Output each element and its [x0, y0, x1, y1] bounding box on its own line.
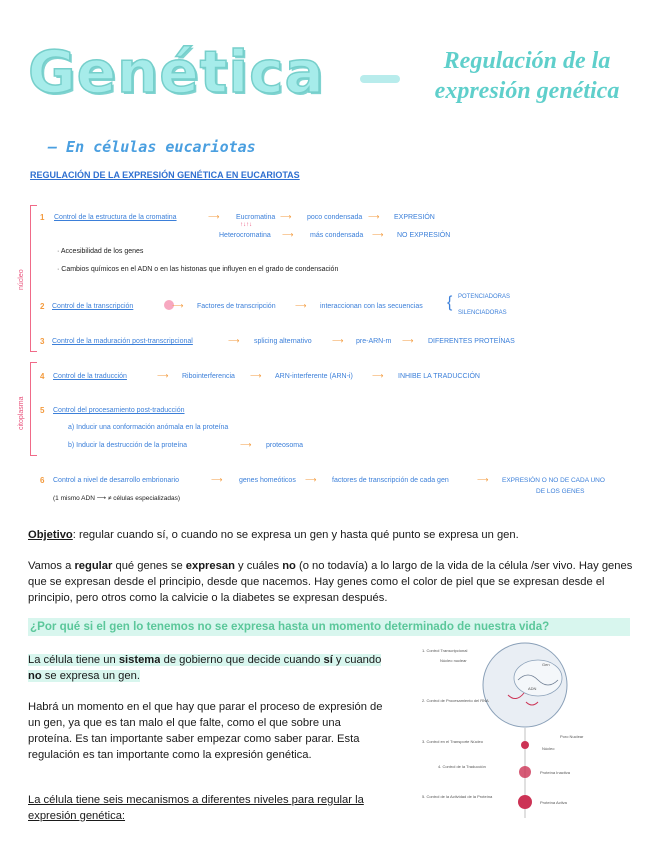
item-4-number: 4 [40, 372, 45, 381]
nucleo-bracket [30, 205, 37, 352]
arn-interferente: ARN-interferente (ARN-i) [275, 373, 353, 380]
intro-paragraph [28, 558, 640, 606]
objetivo-label: Objetivo [28, 529, 73, 541]
nucleus-shape [514, 660, 562, 696]
ribointerferencia: Ribointerferencia [182, 373, 235, 380]
text-bold: no [28, 670, 42, 682]
bullet-accesibilidad: · Accesibilidad de los genes [57, 248, 144, 255]
heterocromatina: Heterocromatina [219, 232, 271, 239]
subtitle-line-2: expresión genética [434, 78, 620, 104]
text: La célula tiene un [28, 654, 119, 666]
text-bold: regular [74, 560, 113, 572]
title-separator [360, 75, 400, 83]
proteosoma: proteosoma [266, 442, 303, 449]
potenciadoras: POTENCIADORAS [458, 294, 511, 300]
fig-label-5: 5. Control de la Actividad de la Proteína [422, 794, 493, 799]
eucromatina-result: EXPRESIÓN [394, 214, 435, 221]
nucleo-label: núcleo [18, 269, 25, 290]
text: Vamos a [28, 560, 75, 572]
item-6-title: Control a nivel de desarrollo embrionario [53, 477, 180, 484]
arrow-icon: ⟶ [208, 212, 220, 221]
factores-transcripcion: Factores de transcripción [197, 303, 276, 310]
genes-homeoticos: genes homeóticos [239, 477, 296, 484]
splicing: splicing alternativo [254, 338, 312, 345]
text-bold: sistema [118, 654, 161, 666]
text: y cuáles [234, 560, 283, 572]
text: de gobierno que decide cuando [160, 654, 324, 666]
text: y cuando [332, 654, 382, 666]
fig-label-dna: ADN [528, 686, 537, 691]
item-6-number: 6 [40, 476, 45, 485]
arrow-icon: ⟶ [250, 371, 262, 380]
item-3-title: Control de la maduración post-transcripcional [52, 338, 193, 345]
protein-inactive-shape [519, 766, 531, 778]
pre-arn: pre-ARN-m [356, 338, 392, 345]
arrow-icon: ⟶ [282, 230, 294, 239]
text: se expresa un gen. [41, 670, 140, 682]
fig-label-3b: Poro Nuclear [560, 734, 584, 739]
arrow-icon: ⟶ [295, 301, 307, 310]
arrow-icon: ⟶ [372, 371, 384, 380]
factores-cada-gen: factores de transcripción de cada gen [332, 477, 449, 484]
brace-icon: { [447, 294, 453, 311]
objetivo-paragraph [28, 527, 628, 543]
eucromatina: Eucromatina [236, 214, 276, 221]
item-5a: a) Inducir una conformación anómala en la proteína [68, 424, 229, 431]
question-highlight: ¿Por qué si el gen lo tenemos no se expresa hasta un momento determinado de nuestra vida? [28, 618, 630, 636]
fig-label-5b: Proteína Activa [540, 800, 567, 805]
arrow-icon: ⟶ [228, 336, 240, 345]
sistema-paragraph [28, 652, 388, 684]
item-1-title: Control de la estructura de la cromatina [54, 214, 177, 221]
item-4-title: Control de la traducción [53, 373, 127, 380]
page-title: Genética [28, 38, 325, 106]
arrow-icon: ⟶ [402, 336, 414, 345]
protein-active-shape [518, 795, 532, 809]
item-6-note: (1 mismo ADN ⟶ ≠ células especializadas) [53, 495, 181, 502]
arrow-icon: ⟶ [240, 440, 252, 449]
expresion-cada-uno: EXPRESIÓN O NO DE CADA UNO [502, 477, 605, 484]
diferentes-proteinas: DIFERENTES PROTEÍNAS [428, 338, 515, 345]
fig-label-3: 3. Control en el Transporte Núcleo [422, 739, 483, 744]
fig-label-4: 4. Control de la Traducción [438, 764, 486, 769]
cell-regulation-figure [420, 640, 630, 830]
inhibe-traduccion: INHIBE LA TRADUCCIÓN [398, 373, 480, 380]
item-3-number: 3 [40, 337, 45, 346]
page-subtitle [412, 46, 642, 106]
heterocromatina-result: NO EXPRESIÓN [397, 232, 451, 239]
arrow-icon: ⟶ [280, 212, 292, 221]
item-2-number: 2 [40, 302, 45, 311]
fig-label-1b: Núcleo nuclear [440, 658, 467, 663]
fig-label-1: 1. Control Transcripcional [422, 648, 468, 653]
updown-arrows-icon: ↑↓↑↓ [240, 222, 252, 228]
bullet-cambios: · Cambios químicos en el ADN o en las histonas que influyen en el grado de condensación [57, 266, 339, 273]
fig-label-2: 2. Control de Procesamiento del RNA [422, 698, 489, 703]
item-5-title: Control del procesamiento post-traducción [53, 407, 185, 414]
item-5-number: 5 [40, 406, 45, 415]
parar-paragraph: Habrá un momento en el que hay que parar el proceso de expresión de un gen, ya que es tan malo el que falte, como el que sobre una proteína. Es tan importante saber empezar como saber parar. Esta regulación es tan importante como la expresión genética. [28, 701, 383, 761]
text: qué genes se [112, 560, 186, 572]
interaccionan: interaccionan con las secuencias [320, 303, 423, 310]
arrow-icon: ⟶ [368, 212, 380, 221]
item-5b: b) Inducir la destrucción de la proteína [68, 442, 188, 449]
text-bold: no [282, 560, 296, 572]
diagram-heading: REGULACIÓN DE LA EXPRESIÓN GENÉTICA EN EUCARIOTAS [30, 170, 300, 180]
fig-label-3c: Núcleo [542, 746, 555, 751]
text: (o no todavía) a lo largo de la vida de la célula /ser vivo. Hay genes que se expresan desde el principio, desde que nacemos. Hay genes como el color de piel que se expresan desde el principio, pero otros como la calvicie o la diabetes se expresan después. [28, 560, 633, 604]
text-bold: sí [323, 654, 333, 666]
heterocromatina-desc: más condensada [310, 232, 364, 239]
arrow-icon: ⟶ [211, 475, 223, 484]
arrow-icon: ⟶ [305, 475, 317, 484]
eucromatina-desc: poco condensada [307, 214, 363, 221]
section-title: — En células eucariotas [48, 138, 256, 156]
fig-label-4b: Proteína Inactiva [540, 770, 571, 775]
item-1-number: 1 [40, 213, 45, 222]
arrow-icon: ⟶ [372, 230, 384, 239]
citoplasma-label: citoplasma [18, 396, 25, 430]
arrow-icon: ⟶ [157, 371, 169, 380]
item-2-title: Control de la transcripción [52, 303, 134, 310]
arrow-icon: ⟶ [172, 301, 184, 310]
objetivo-text: : regular cuando sí, o cuando no se expresa un gen y hasta qué punto se expresa un gen. [72, 529, 519, 541]
mecanismos-paragraph: La célula tiene seis mecanismos a diferentes niveles para regular la expresión genética: [28, 794, 364, 822]
text-bold: expresan [185, 560, 235, 572]
ribosome-shape [521, 741, 529, 749]
fig-label-gen: Gen [542, 662, 550, 667]
subtitle-line-1: Regulación de la [443, 48, 611, 74]
de-los-genes: DE LOS GENES [536, 488, 585, 495]
arrow-icon: ⟶ [332, 336, 344, 345]
citoplasma-bracket [30, 362, 37, 456]
silenciadoras: SILENCIADORAS [458, 310, 507, 316]
arrow-icon: ⟶ [477, 475, 489, 484]
